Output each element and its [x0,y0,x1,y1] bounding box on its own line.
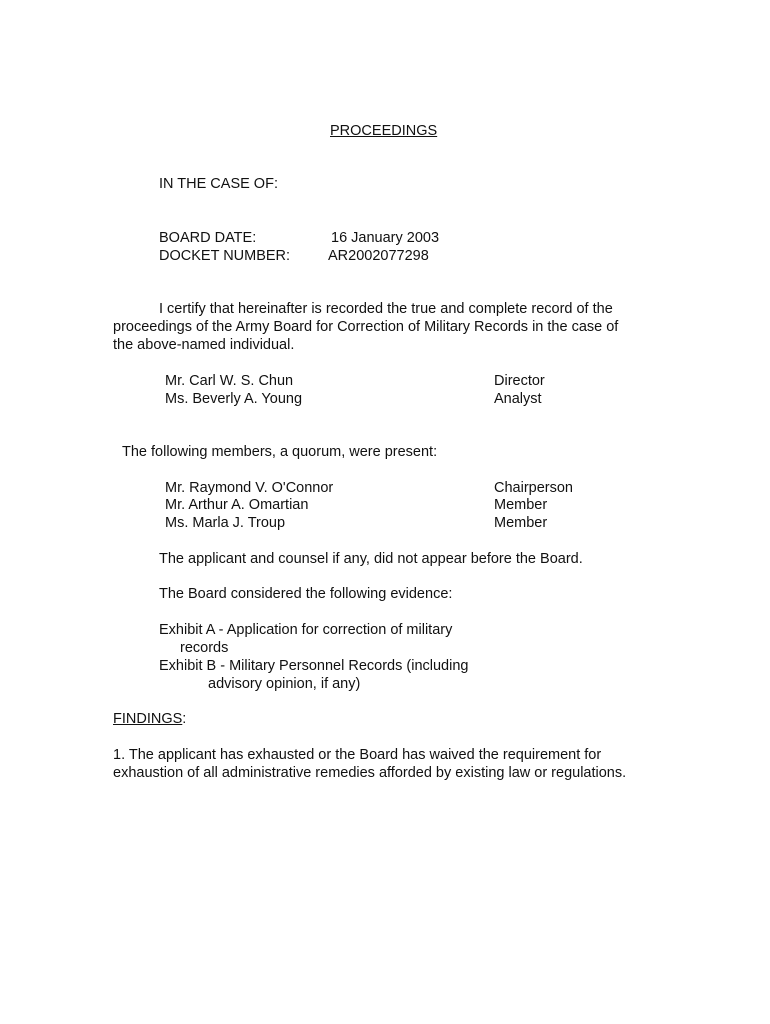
finding-line: 1. The applicant has exhausted or the Board has waived the requirement for [113,747,602,763]
staff-role: Analyst [494,391,542,407]
finding-line: exhaustion of all administrative remedies afforded by existing law or regulations. [113,765,627,781]
staff-role: Director [494,373,545,389]
member-role: Member [494,515,548,531]
exhibit-b-line: advisory opinion, if any) [208,676,361,692]
exhibit-b-line: Exhibit B - Military Personnel Records (including [159,658,469,674]
board-date-value: 16 January 2003 [331,230,440,246]
findings-heading-colon: : [182,711,187,727]
member-role: Chairperson [494,480,573,496]
certify-line: the above-named individual. [113,337,295,353]
docket-number-value: AR2002077298 [328,248,429,264]
evidence-intro: The Board considered the following evidence: [159,586,453,602]
staff-name: Ms. Beverly A. Young [165,391,303,407]
member-name: Mr. Arthur A. Omartian [165,497,309,513]
docket-number-label: DOCKET NUMBER: [159,248,291,264]
certify-line: I certify that hereinafter is recorded the true and complete record of the [159,301,613,317]
member-name: Mr. Raymond V. O'Connor [165,480,334,496]
staff-name: Mr. Carl W. S. Chun [165,373,294,389]
member-role: Member [494,497,548,513]
page-title: PROCEEDINGS [330,123,438,139]
exhibit-a-line: Exhibit A - Application for correction of military [159,622,453,638]
findings-heading-text: FINDINGS [113,711,183,727]
members-intro: The following members, a quorum, were present: [122,444,438,460]
member-name: Ms. Marla J. Troup [165,515,286,531]
board-date-label: BOARD DATE: [159,230,257,246]
findings-heading [113,710,186,728]
case-label: IN THE CASE OF: [159,176,278,192]
exhibit-a-line: records [180,640,229,656]
certify-line: proceedings of the Army Board for Correction of Military Records in the case of [113,319,619,335]
appearance-statement: The applicant and counsel if any, did not appear before the Board. [159,551,583,567]
